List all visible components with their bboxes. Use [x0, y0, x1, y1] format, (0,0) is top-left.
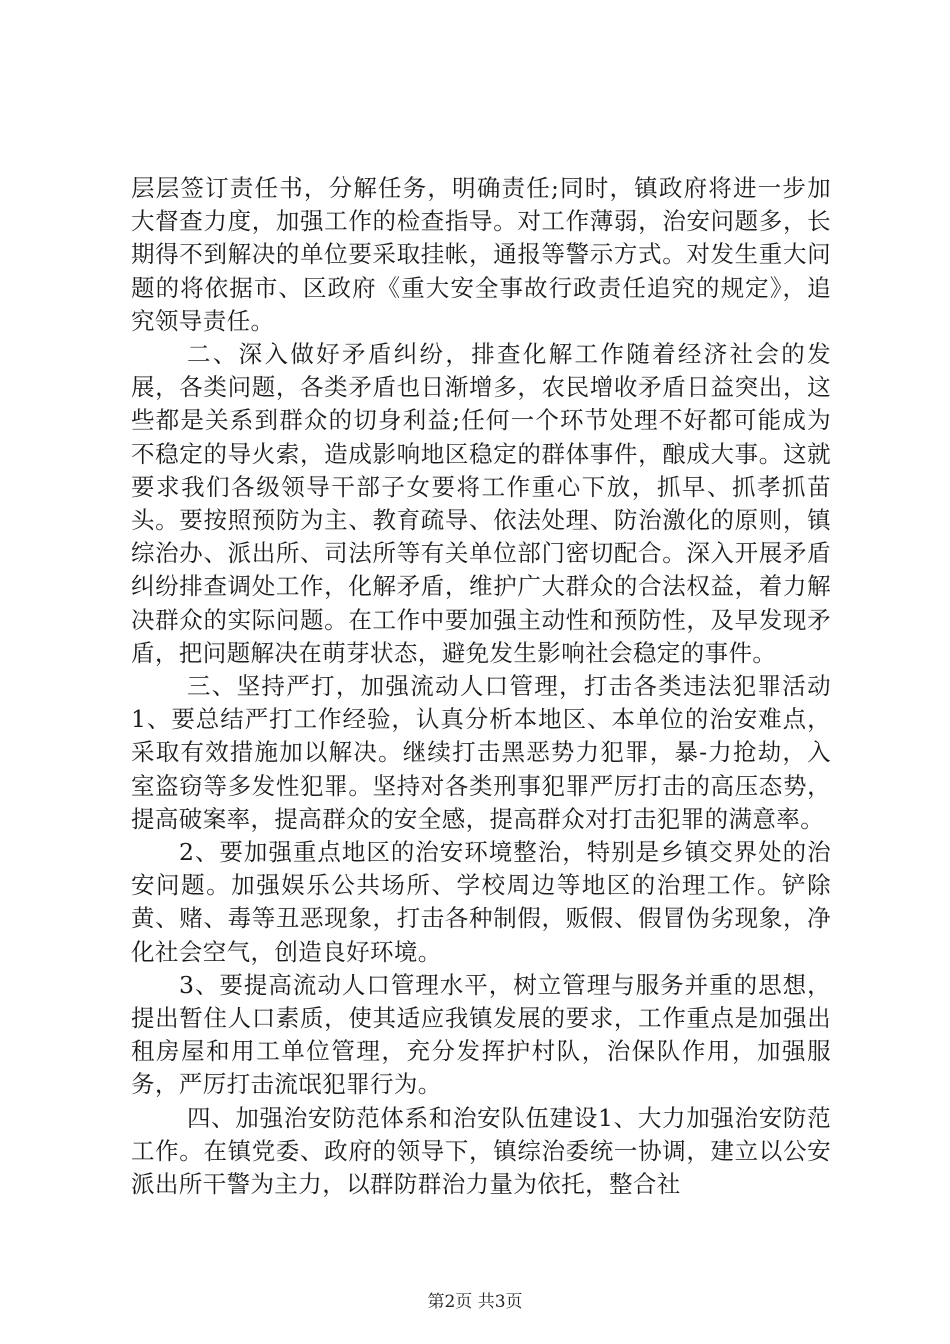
page-footer	[0, 1291, 950, 1313]
paragraph-responsibility: 层层签订责任书，分解任务，明确责任;同时，镇政府将进一步加大督查力度，加强工作的检查指导。对工作薄弱，治安问题多，长期得不到解决的单位要采取挂帐，通报等警示方式。对发生重大问题的将依据市、区政府《重大安全事故行政责任追究的规定》，追究领导责任。	[131, 174, 831, 335]
page-number: 第2页 共3页	[427, 1292, 523, 1312]
paragraph-item-three: 3、要提高流动人口管理水平，树立管理与服务并重的思想，提出暂住人口素质，使其适应我镇发展的要求，工作重点是加强出租房屋和用工单位管理，充分发挥护村队，治保队作用，加强服务，严厉打击流氓犯罪行为。	[131, 970, 831, 1099]
paragraph-section-three: 三、坚持严打，加强流动人口管理，打击各类违法犯罪活动1、要总结严打工作经验，认真分析本地区、本单位的治安难点，采取有效措施加以解决。继续打击黑恶势力犯罪，暴-力抢劫，入室盗窃等多发性犯罪。坚持对各类刑事犯罪严厉打击的高压态势，提高破案率，提高群众的安全感，提高群众对打击犯罪的满意率。	[131, 672, 831, 833]
paragraph-section-two: 二、深入做好矛盾纠纷，排查化解工作随着经济社会的发展，各类问题，各类矛盾也日渐增多，农民增收矛盾日益突出，这些都是关系到群众的切身利益;任何一个环节处理不好都可能成为不稳定的导火索，造成影响地区稳定的群体事件，酿成大事。这就要求我们各级领导干部子女要将工作重心下放，抓早、抓孝抓苗头。要按照预防为主、教育疏导、依法处理、防治激化的原则，镇综治办、派出所、司法所等有关单位部门密切配合。深入开展矛盾纠纷排查调处工作，化解矛盾，维护广大群众的合法权益，着力解决群众的实际问题。在工作中要加强主动性和预防性，及早发现矛盾，把问题解决在萌芽状态，避免发生影响社会稳定的事件。	[131, 340, 831, 667]
paragraph-item-two: 2、要加强重点地区的治安环境整治，特别是乡镇交界处的治安问题。加强娱乐公共场所、学校周边等地区的治理工作。铲除黄、赌、毒等丑恶现象，打击各种制假，贩假、假冒伪劣现象，净化社会空气，创造良好环境。	[131, 838, 831, 966]
document-body	[131, 172, 831, 1201]
paragraph-section-four: 四、加强治安防范体系和治安队伍建设1、大力加强治安防范工作。在镇党委、政府的领导下，镇综治委统一协调，建立以公安派出所干警为主力，以群防群治力量为依托，整合社	[131, 1103, 831, 1199]
